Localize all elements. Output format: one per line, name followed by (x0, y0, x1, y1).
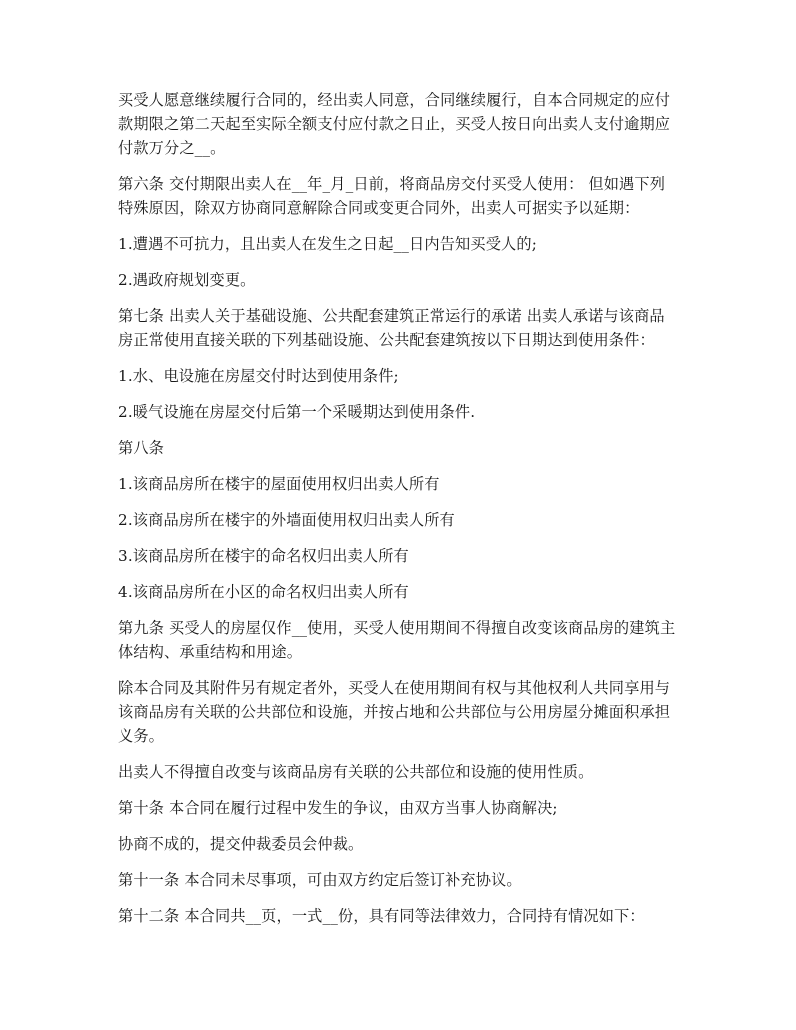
paragraph-overdue-payment: 买受人愿意继续履行合同的，经出卖人同意，合同继续履行，自本合同规定的应付款期限之第二天起至实际全额支付应付款之日止，买受人按日向出卖人支付逾期应付款万分之__。 (118, 91, 671, 157)
paragraph-article-8-item-4: 4.该商品房所在小区的命名权归出卖人所有 (118, 583, 409, 601)
paragraph-article-10-arbitration: 协商不成的，提交仲裁委员会仲裁。 (118, 835, 364, 853)
paragraph-article-6-item-2: 2.遇政府规划变更。 (118, 271, 256, 289)
paragraph-article-9: 第九条 买受人的房屋仅作__使用，买受人使用期间不得擅自改变该商品房的建筑主体结构、承重结构和用途。 (118, 619, 676, 661)
paragraph-article-8-item-1: 1.该商品房所在楼宇的屋面使用权归出卖人所有 (118, 475, 440, 493)
paragraph-article-9-seller-duty: 出卖人不得擅自改变与该商品房有关联的公共部位和设施的使用性质。 (118, 763, 594, 781)
paragraph-article-11: 第十一条 本合同未尽事项，可由双方约定后签订补充协议。 (118, 871, 522, 889)
paragraph-article-8-item-2: 2.该商品房所在楼宇的外墙面使用权归出卖人所有 (118, 511, 455, 529)
paragraph-article-8: 第八条 (118, 439, 165, 457)
paragraph-article-6: 第六条 交付期限出卖人在__年_月_日前，将商品房交付买受人使用： 但如遇下列特殊原因，除双方协商同意解除合同或变更合同外，出卖人可据实予以延期： (118, 175, 666, 217)
paragraph-article-12: 第十二条 本合同共__页，一式__份，具有同等法律效力，合同持有情况如下： (118, 907, 645, 925)
paragraph-article-7-item-2: 2.暖气设施在房屋交付后第一个采暖期达到使用条件. (118, 403, 476, 421)
document-page (118, 88, 678, 940)
paragraph-article-6-item-1: 1.遭遇不可抗力，且出卖人在发生之日起__日内告知买受人的; (118, 235, 537, 253)
paragraph-article-9-shared-use: 除本合同及其附件另有规定者外，买受人在使用期间有权与其他权利人共同享用与该商品房有关联的公共部位和设施，并按占地和公共部位与公用房屋分摊面积承担义务。 (118, 679, 671, 745)
paragraph-article-8-item-3: 3.该商品房所在楼宇的命名权归出卖人所有 (118, 547, 409, 565)
paragraph-article-7-item-1: 1.水、电设施在房屋交付时达到使用条件; (118, 367, 399, 385)
paragraph-article-10: 第十条 本合同在履行过程中发生的争议，由双方当事人协商解决; (118, 799, 558, 817)
paragraph-article-7: 第七条 出卖人关于基础设施、公共配套建筑正常运行的承诺 出卖人承诺与该商品房正常使用直接关联的下列基础设施、公共配套建筑按以下日期达到使用条件： (118, 307, 665, 349)
